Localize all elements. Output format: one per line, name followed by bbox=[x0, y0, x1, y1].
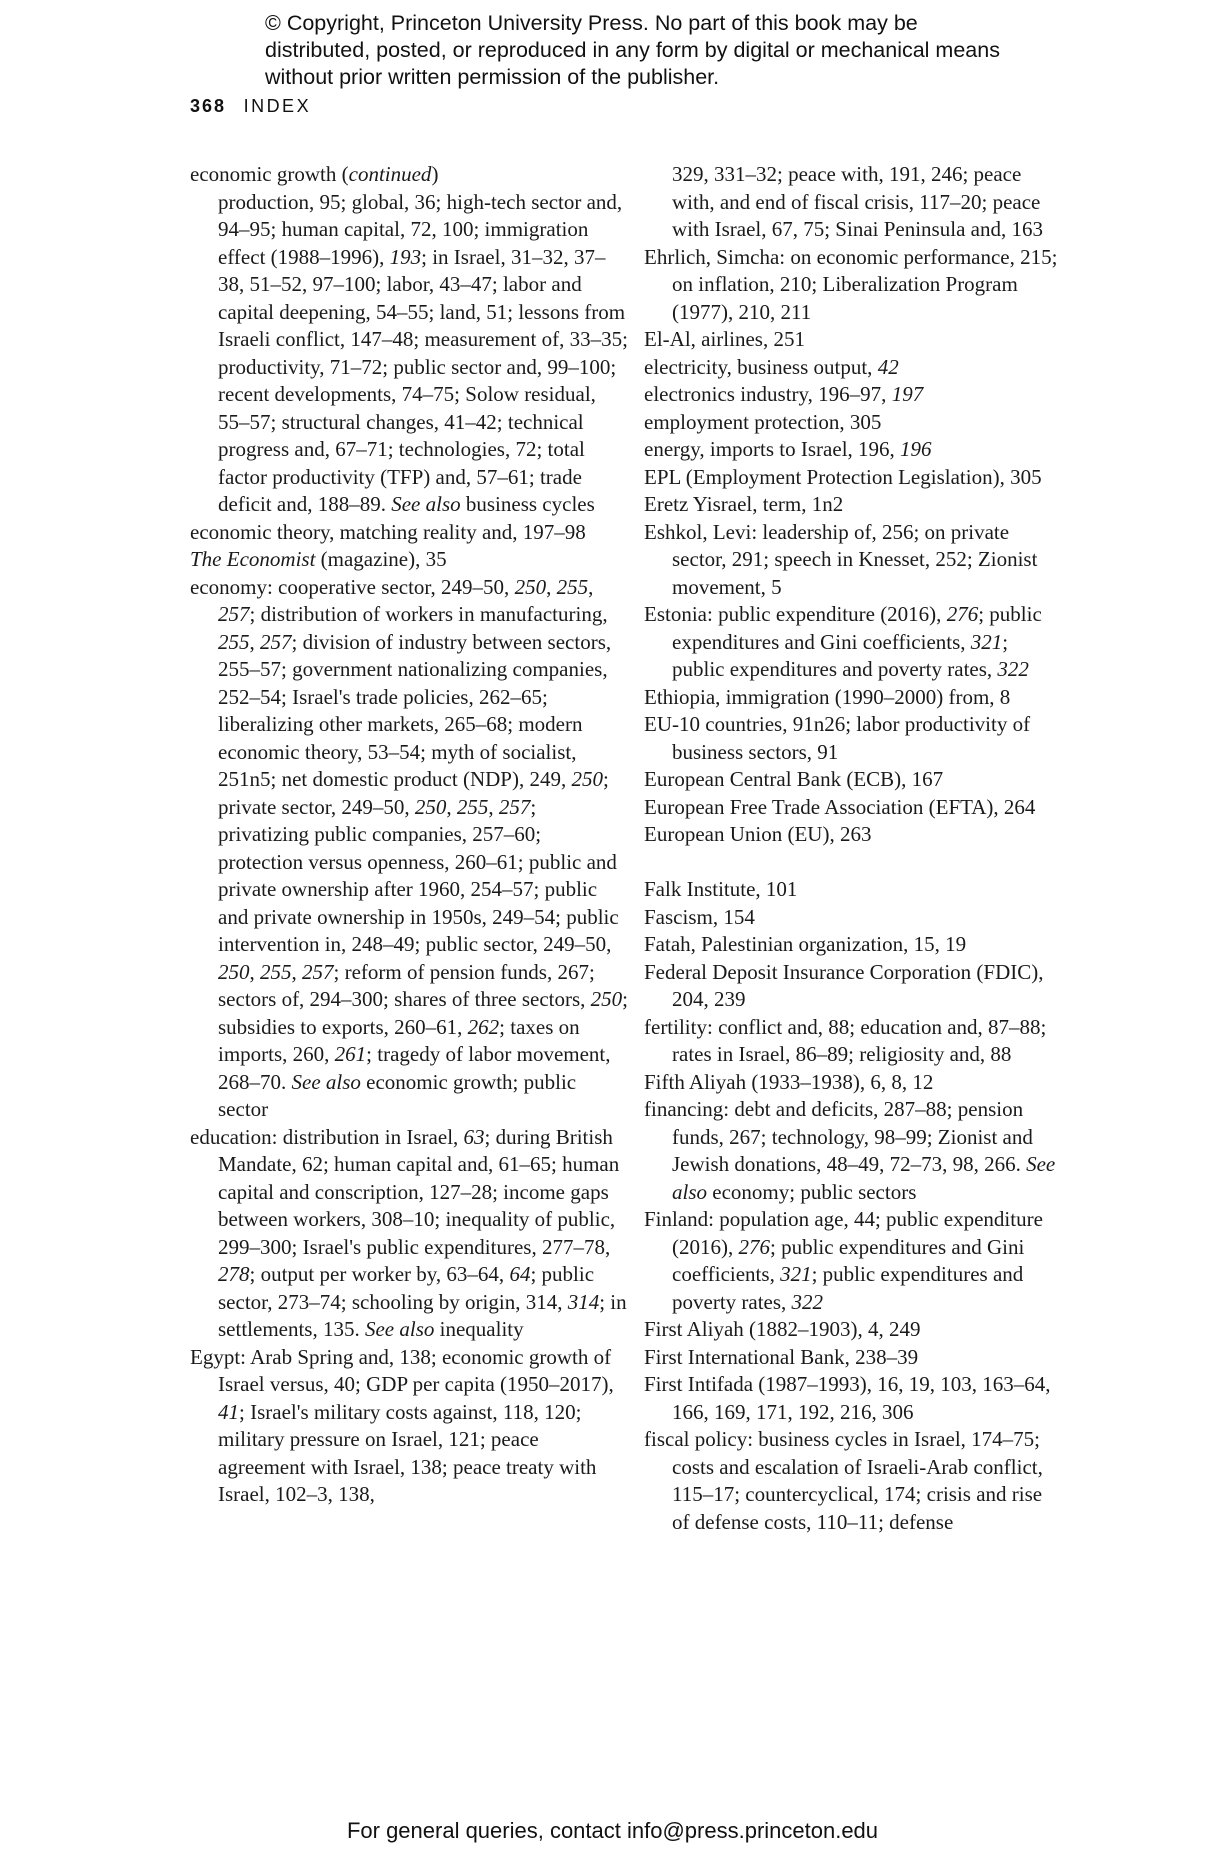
index-entry: Fifth Aliyah (1933–1938), 6, 8, 12 bbox=[644, 1069, 934, 1094]
index-entry: Estonia: public expenditure (2016), 276; public expenditures and Gini coefficients, 321; public expenditures and poverty rates, 322 bbox=[644, 602, 1042, 681]
index-column-right bbox=[644, 161, 1064, 1536]
index-entry: employment protection, 305 bbox=[644, 409, 882, 434]
index-entry: Ehrlich, Simcha: on economic performance, 215; on inflation, 210; Liberalization Program (1977), 210, 211 bbox=[644, 244, 1058, 324]
index-entry: economic growth (continued) bbox=[190, 162, 439, 186]
index-column-left bbox=[190, 161, 630, 1509]
section-gap bbox=[644, 849, 1064, 877]
index-entry: financing: debt and deficits, 287–88; pension funds, 267; technology, 98–99; Zionist and Jewish donations, 48–49, 72–73, 98, 266. See also economy; public sectors bbox=[644, 1097, 1056, 1204]
index-entry: Egypt: Arab Spring and, 138; economic growth of Israel versus, 40; GDP per capita (1950–2017), 41; Israel's military costs against, 118, 120; military pressure on Israel, 121; peace agreement with Israel, 138; peace treaty with Israel, 102–3, 138, bbox=[190, 1344, 614, 1506]
index-entry: economic theory, matching reality and, 197–98 bbox=[190, 519, 586, 544]
index-entry: economy: cooperative sector, 249–50, 250, 255, 257; distribution of workers in manufacturing, 255, 257; division of industry between sectors, 255–57; government nationalizing companies, 252–54; Israel's trade policies, 262–65; liberalizing other markets, 265–68; modern economic theory, 53–54; myth of socialist, 251n5; net domestic product (NDP), 249, 250; private sector, 249–50, 250, 255, 257; privatizing public companies, 257–60; protection versus openness, 260–61; public and private ownership after 1960, 254–57; public and private ownership in 1950s, 249–54; public intervention in, 248–49; public sector, 249–50, 250, 255, 257; reform of pension funds, 267; sectors of, 294–300; shares of three sectors, 250; subsidies to exports, 260–61, 262; taxes on imports, 260, 261; tragedy of labor movement, 268–70. See also economic growth; public sector bbox=[190, 574, 628, 1121]
index-entry: fiscal policy: business cycles in Israel, 174–75; costs and escalation of Israeli-Arab conflict, 115–17; countercyclical, 174; crisis and rise of defense costs, 110–11; defense bbox=[644, 1427, 1043, 1534]
index-entry: First Intifada (1987–1993), 16, 19, 103, 163–64, 166, 169, 171, 192, 216, 306 bbox=[644, 1372, 1051, 1424]
index-entry: The Economist (magazine), 35 bbox=[190, 547, 447, 571]
index-entry: energy, imports to Israel, 196, 196 bbox=[644, 437, 932, 461]
index-entry: EU-10 countries, 91n26; labor productivity of business sectors, 91 bbox=[644, 712, 1031, 764]
index-entry: First Aliyah (1882–1903), 4, 249 bbox=[644, 1317, 921, 1341]
index-entry: Eretz Yisrael, term, 1n2 bbox=[644, 492, 844, 516]
index-entry: Ethiopia, immigration (1990–2000) from, 8 bbox=[644, 684, 1011, 709]
index-entry: Fascism, 154 bbox=[644, 904, 755, 929]
index-entry: Finland: population age, 44; public expenditure (2016), 276; public expenditures and Gini coefficients, 321; public expenditures and poverty rates, 322 bbox=[644, 1207, 1043, 1314]
index-entry: European Free Trade Association (EFTA), 264 bbox=[644, 794, 1036, 819]
index-entry: El-Al, airlines, 251 bbox=[644, 327, 805, 351]
page-number: 368 bbox=[190, 96, 227, 116]
index-entry: Eshkol, Levi: leadership of, 256; on private sector, 291; speech in Knesset, 252; Zionist movement, 5 bbox=[644, 519, 1038, 599]
index-entry: electricity, business output, 42 bbox=[644, 354, 899, 379]
index-entry: electronics industry, 196–97, 197 bbox=[644, 382, 924, 406]
index-entry: fertility: conflict and, 88; education and, 87–88; rates in Israel, 86–89; religiosity and, 88 bbox=[644, 1014, 1047, 1066]
footer-contact: For general queries, contact info@press.princeton.edu bbox=[346, 1818, 879, 1843]
copyright-notice: © Copyright, Princeton University Press. No part of this book may be distributed, posted, or reproduced in any form by digital or mechanical means without prior written permission of the publisher. bbox=[265, 11, 1000, 89]
index-entry: education: distribution in Israel, 63; during British Mandate, 62; human capital and, 61–65; human capital and conscription, 127–28; income gaps between workers, 308–10; inequality of public, 299–300; Israel's public expenditures, 277–78, 278; output per worker by, 63–64, 64; public sector, 273–74; schooling by origin, 314, 314; in settlements, 135. See also inequality bbox=[190, 1124, 627, 1341]
running-head bbox=[190, 96, 311, 117]
running-head-title: INDEX bbox=[243, 96, 312, 116]
index-entry-continuation: production, 95; global, 36; high-tech sector and, 94–95; human capital, 72, 100; immigration effect (1988–1996), 193; in Israel, 31–32, 37–38, 51–52, 97–100; labor, 43–47; labor and capital deepening, 54–55; land, 51; lessons from Israeli conflict, 147–48; measurement of, 33–35; productivity, 71–72; public sector and, 99–100; recent developments, 74–75; Solow residual, 55–57; structural changes, 41–42; technical progress and, 67–71; technologies, 72; total factor productivity (TFP) and, 57–61; trade deficit and, 188–89. See also business cycles bbox=[218, 189, 628, 516]
index-entry-continuation: 329, 331–32; peace with, 191, 246; peace with, and end of fiscal crisis, 117–20; peace with Israel, 67, 75; Sinai Peninsula and, 163 bbox=[672, 162, 1043, 241]
index-entry: European Central Bank (ECB), 167 bbox=[644, 767, 944, 791]
index-entry: European Union (EU), 263 bbox=[644, 822, 872, 846]
index-entry: EPL (Employment Protection Legislation), 305 bbox=[644, 464, 1042, 489]
index-entry: Federal Deposit Insurance Corporation (FDIC), 204, 239 bbox=[644, 959, 1044, 1011]
index-entry: Fatah, Palestinian organization, 15, 19 bbox=[644, 932, 967, 956]
index-entry: First International Bank, 238–39 bbox=[644, 1344, 919, 1369]
index-entry: Falk Institute, 101 bbox=[644, 877, 798, 901]
